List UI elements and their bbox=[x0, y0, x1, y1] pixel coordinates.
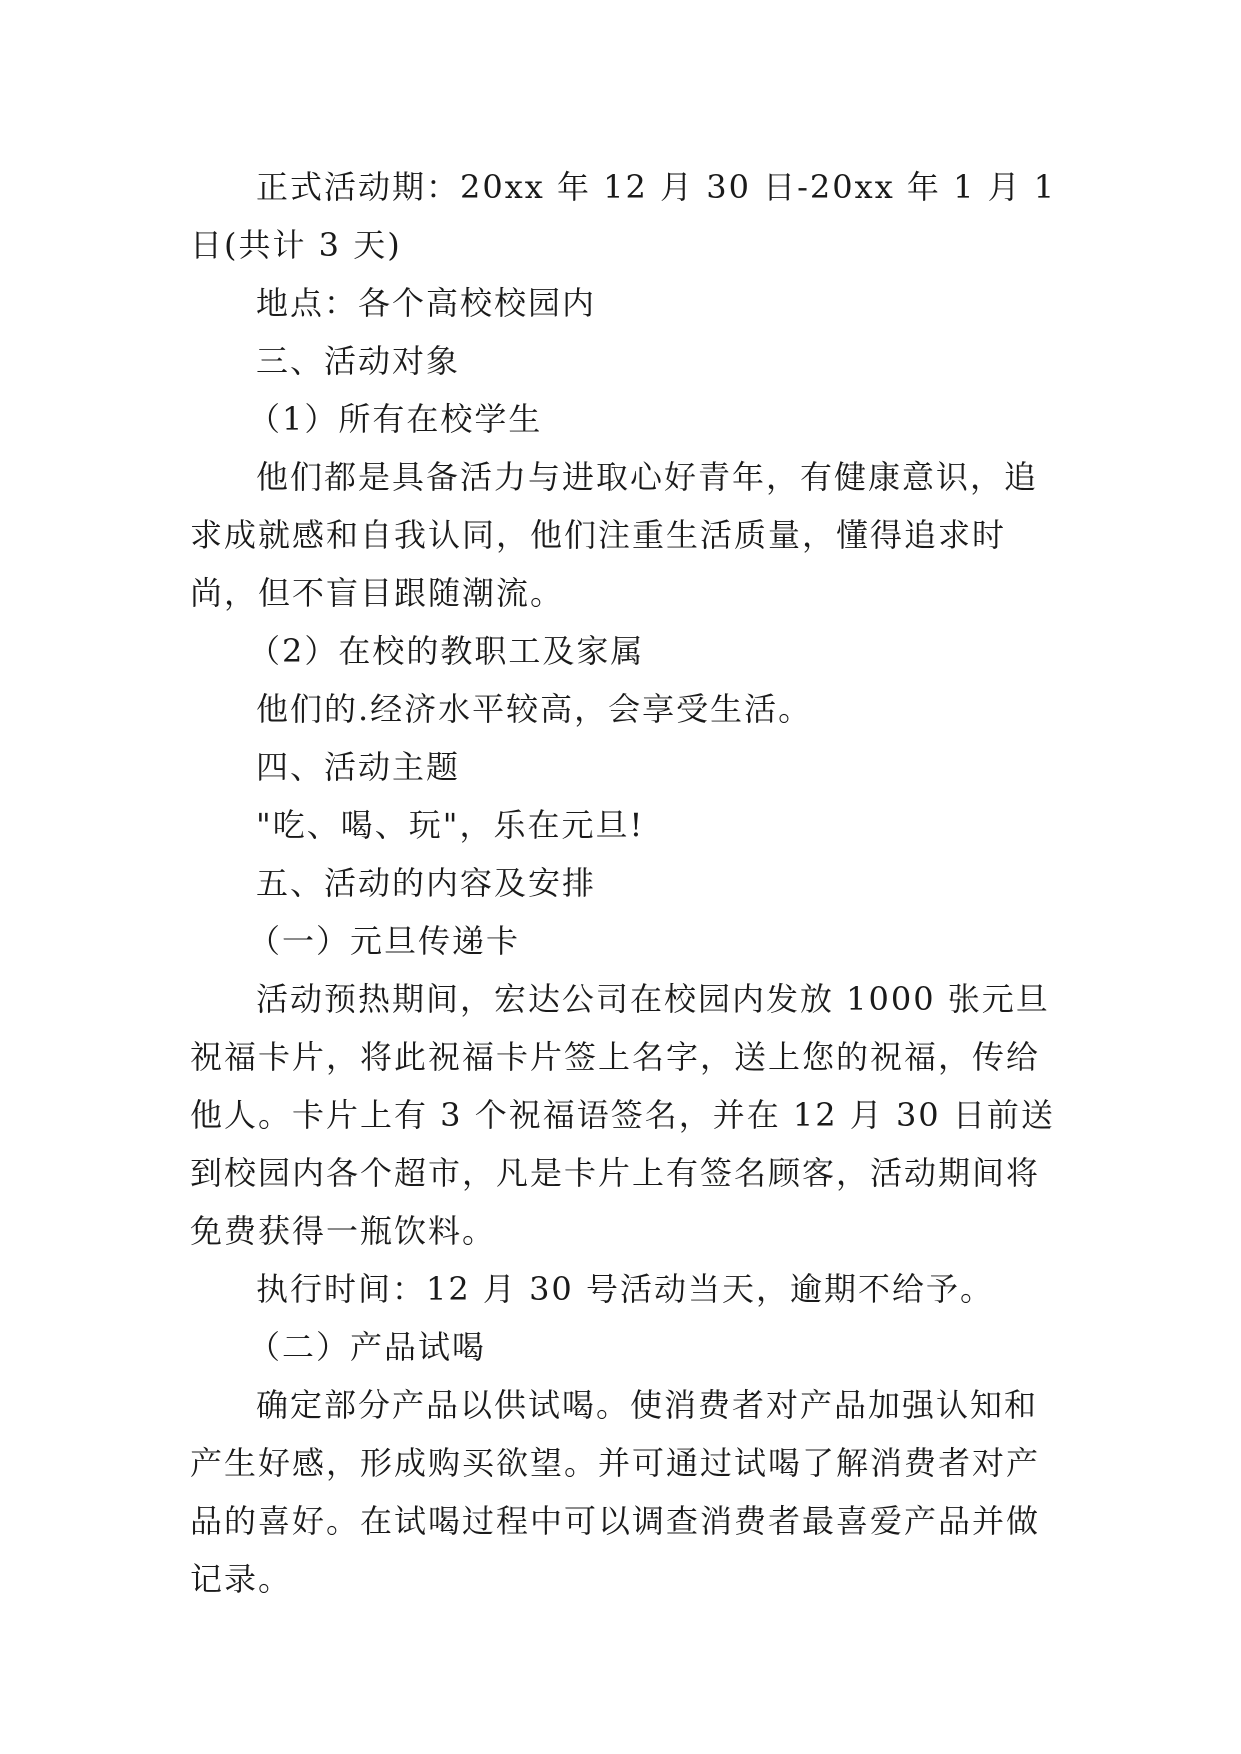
subheading-product-tasting: （二）产品试喝 bbox=[248, 1328, 487, 1366]
heading-activity-target: 三、活动对象 bbox=[256, 342, 461, 380]
paragraph-greeting-card: 活动预热期间，宏达公司在校园内发放 1000 张元旦祝福卡片，将此祝福卡片签上名字，送上您的祝福，传给他人。卡片上有 3 个祝福语签名，并在 12 月 30 日前送到校园内各个超市，凡是卡片上有签名顾客，活动期间将免费获得一瓶饮料。 bbox=[190, 980, 1055, 1250]
subheading-students: （1）所有在校学生 bbox=[248, 400, 543, 438]
paragraph-location: 地点：各个高校校园内 bbox=[256, 284, 597, 322]
paragraph-students-description: 他们都是具备活力与进取心好青年，有健康意识，追求成就感和自我认同，他们注重生活质量，懂得追求时尚，但不盲目跟随潮流。 bbox=[190, 458, 1039, 612]
heading-activity-theme: 四、活动主题 bbox=[256, 748, 461, 786]
subheading-staff: （2）在校的教职工及家属 bbox=[248, 632, 645, 670]
paragraph-theme: "吃、喝、玩"，乐在元旦! bbox=[256, 806, 645, 844]
subheading-greeting-card: （一）元旦传递卡 bbox=[248, 922, 521, 960]
document-body bbox=[190, 158, 1070, 1608]
paragraph-staff-description: 他们的.经济水平较高，会享受生活。 bbox=[256, 690, 813, 728]
paragraph-execution-time: 执行时间：12 月 30 号活动当天，逾期不给予。 bbox=[256, 1270, 994, 1308]
heading-activity-content: 五、活动的内容及安排 bbox=[256, 864, 597, 902]
paragraph-activity-period: 正式活动期：20xx 年 12 月 30 日-20xx 年 1 月 1 日(共计 3 天) bbox=[190, 168, 1057, 264]
paragraph-product-tasting: 确定部分产品以供试喝。使消费者对产品加强认知和产生好感，形成购买欲望。并可通过试喝了解消费者对产品的喜好。在试喝过程中可以调查消费者最喜爱产品并做记录。 bbox=[190, 1386, 1041, 1598]
